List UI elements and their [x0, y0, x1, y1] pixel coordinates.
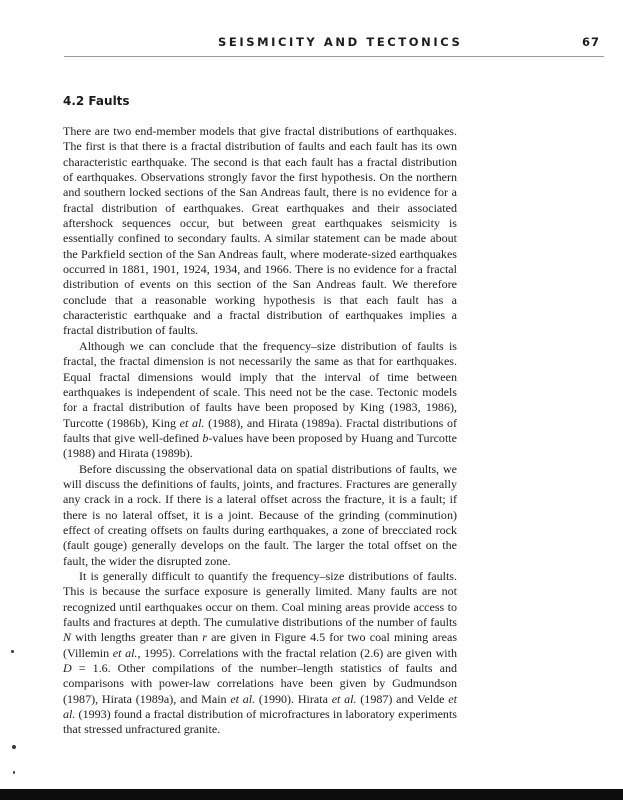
paragraph-4: It is generally difficult to quantify the frequency–size distributions of faults. This is because the surface exposure is generally limited. Many faults are not recognized until earthquakes occur on them. Coal mining areas provide access to faults and fractures at depth. The cumulative distributions of the number of faults N with lengths greater than r are given in Figure 4.5 for two coal mining areas (Villemin et al., 1995). Correlations with the fractal relation (2.6) are given with D = 1.6. Other compilations of the number–length statistics of faults and comparisons with power-law correlations have been given by Gudmundson (1987), Hirata (1989a), and Main et al. (1990). Hirata et al. (1987) and Velde et al. (1993) found a fractal distribution of microfractures in laboratory experiments that stressed unfractured granite. — [63, 568, 458, 737]
scan-speck — [11, 650, 14, 653]
header-rule — [64, 56, 604, 57]
running-title: SEISMICITY AND TECTONICS — [218, 35, 463, 49]
section-heading: 4.2 Faults — [63, 94, 130, 108]
scan-speck — [13, 771, 15, 774]
paragraph-3: Before discussing the observational data on spatial distributions of faults, we will discuss the definitions of faults, joints, and fractures. Fractures are generally any crack in a rock. If there is a lateral offset across the fracture, it is a fault; if there is no lateral offset, it is a joint. Because of the grinding (comminution) effect of creating offsets on faults during earthquakes, a zone of brecciated rock (fault gouge) generally develops on the fault. The larger the total offset on the fault, the wider the disrupted zone. — [63, 461, 457, 568]
scan-speck — [12, 745, 16, 749]
body-text — [63, 124, 457, 738]
scan-edge-bar — [0, 789, 623, 800]
page-number: 67 — [581, 35, 600, 49]
running-header — [96, 35, 600, 51]
paragraph-2: Although we can conclude that the frequency–size distribution of faults is fractal, the fractal dimension is not necessarily the same as that for earthquakes. Equal fractal dimensions would imply that the interval of time between earthquakes is independent of scale. This need not be the case. Tectonic models for a fractal distribution of faults have been proposed by King (1983, 1986), Turcotte (1986b), King et al. (1988), and Hirata (1989a). Fractal distributions of faults that give well-defined b-values have been proposed by Huang and Turcotte (1988) and Hirata (1989b). — [63, 338, 458, 461]
paragraph-1: There are two end-member models that give fractal distributions of earthquakes. The first is that there is a fractal distribution of faults and each fault has its own characteristic earthquake. The second is that each fault has a fractal distribution of earthquakes. Observations strongly favor the first hypothesis. On the northern and southern locked sections of the San Andreas fault, there is no evidence for a fractal distribution of earthquakes. Great earthquakes and their associated aftershock sequences occur, but between great earthquakes seismicity is essentially confined to secondary faults. A similar statement can be made about the Parkfield section of the San Andreas fault, where moderate-sized earthquakes occurred in 1881, 1901, 1924, 1934, and 1966. There is no evidence for a fractal distribution of events on this section of the San Andreas fault. We therefore conclude that a reasonable working hypothesis is that each fault has a characteristic earthquake and a fractal distribution of earthquakes implies a fractal distribution of faults. — [63, 124, 457, 338]
